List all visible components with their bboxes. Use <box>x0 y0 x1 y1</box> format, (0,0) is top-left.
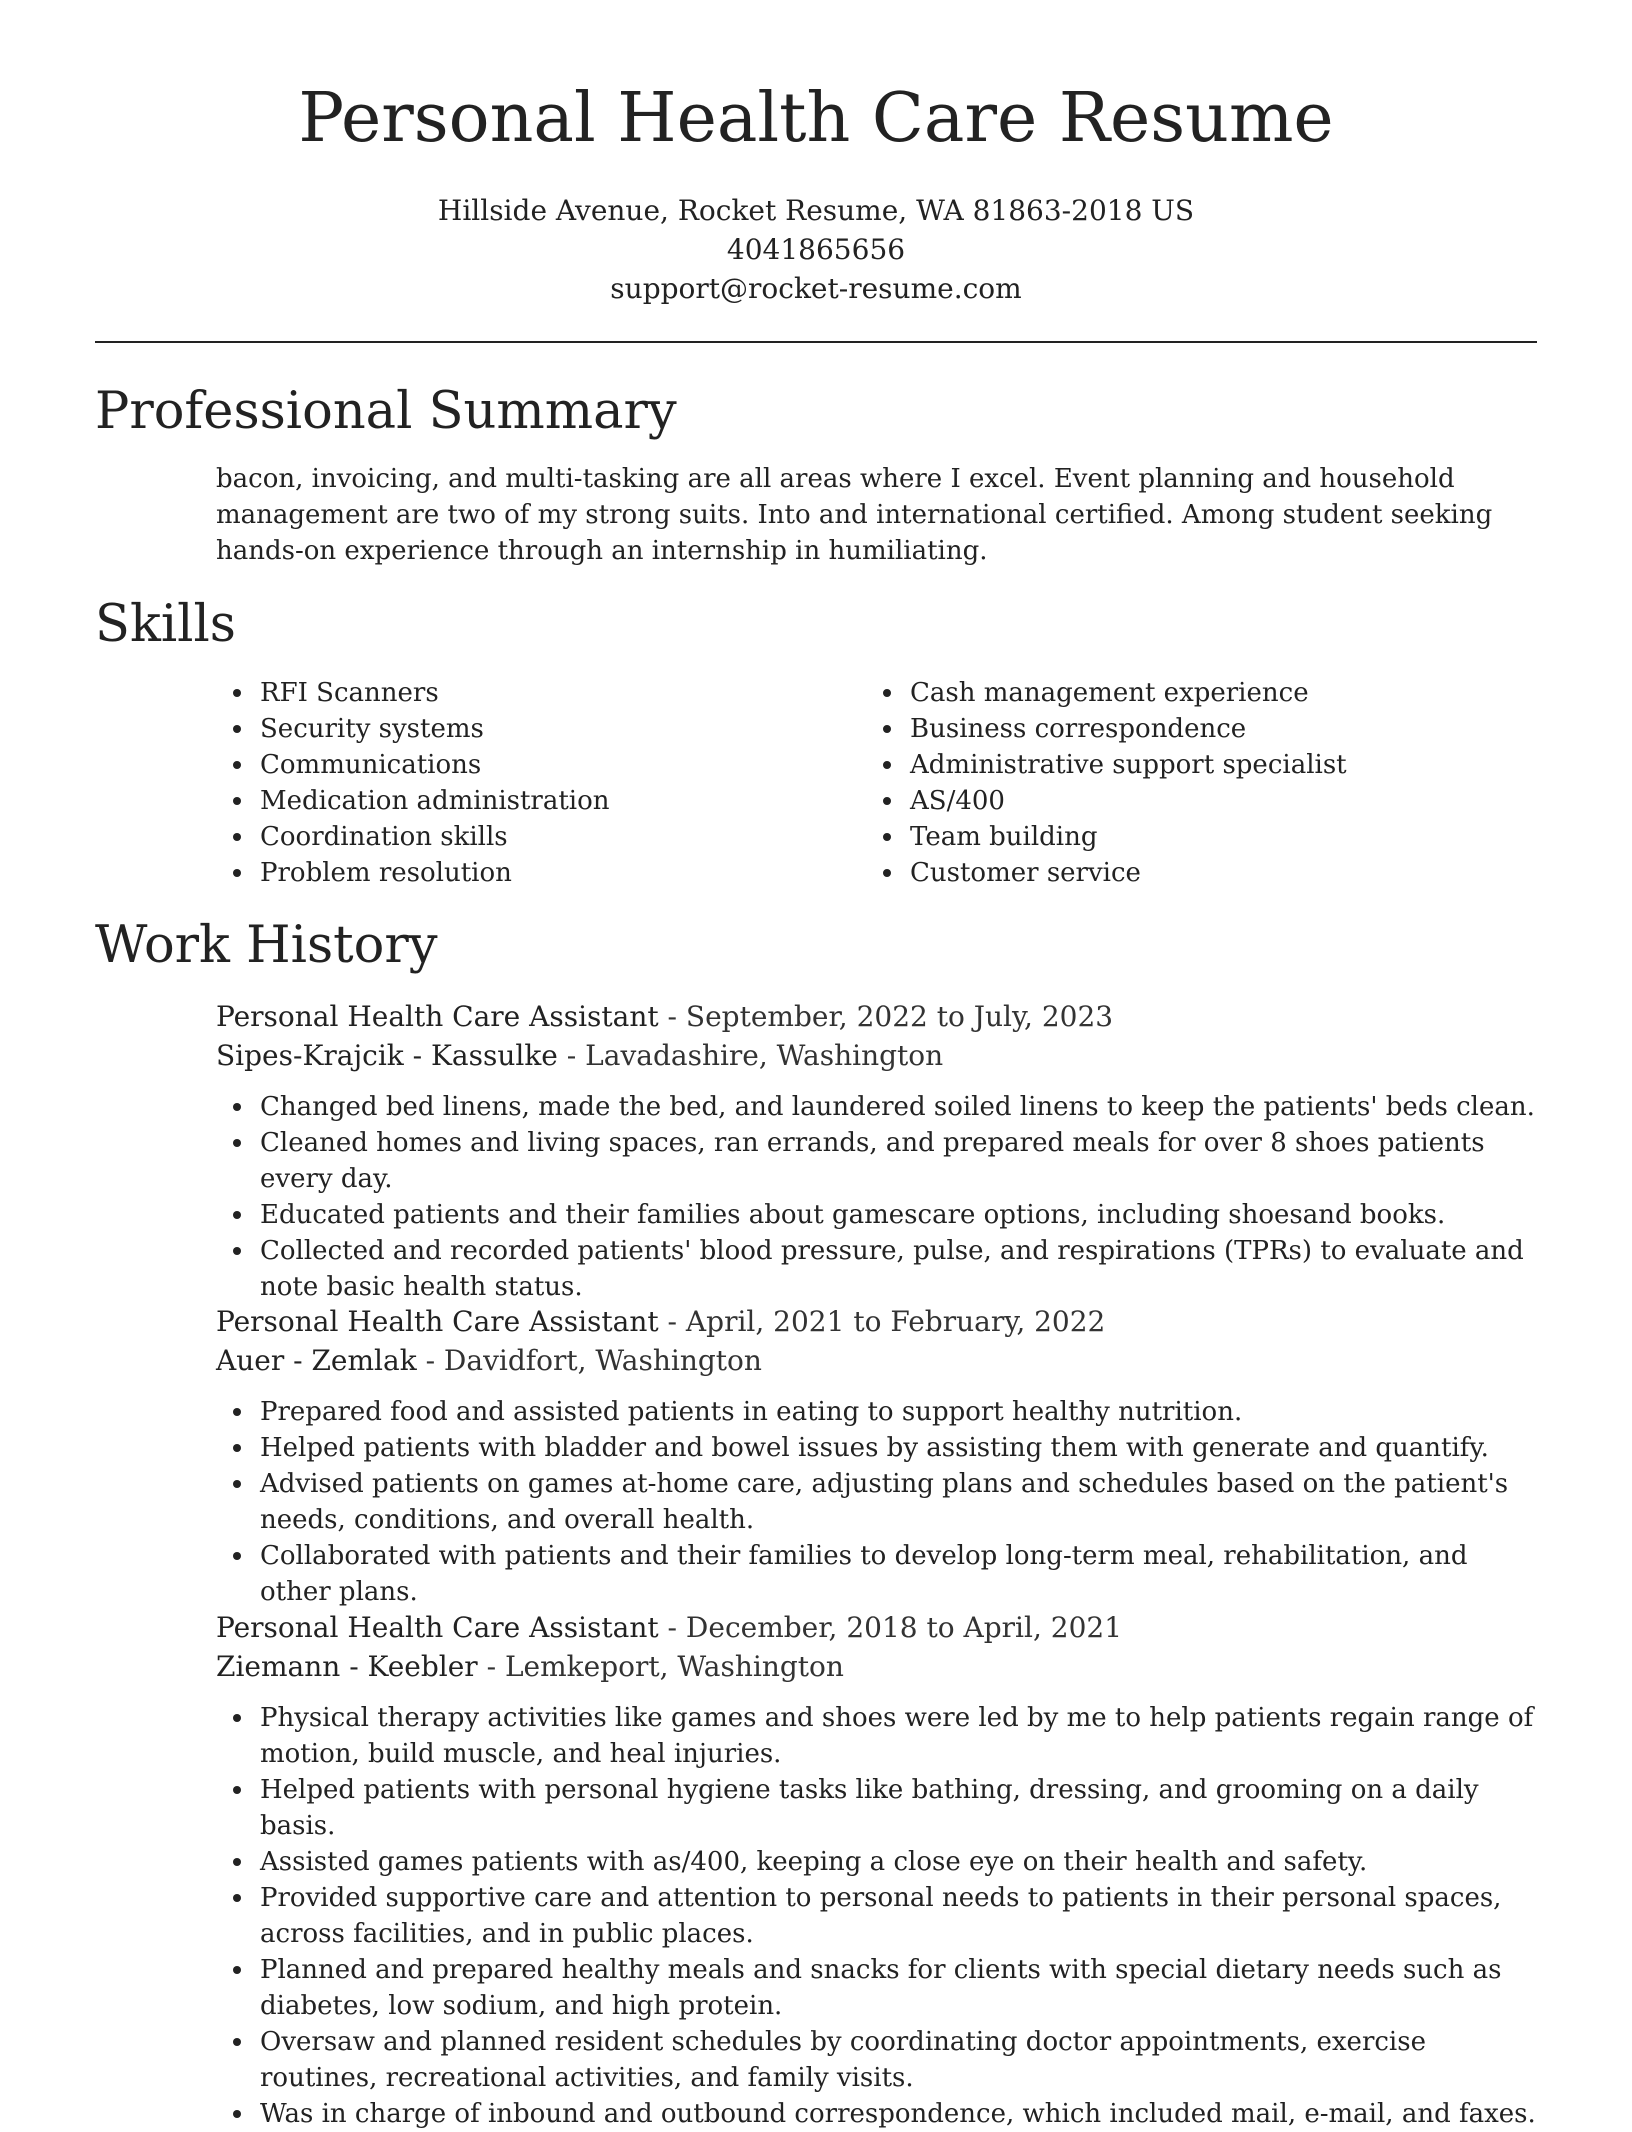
job-bullet: Helped patients with personal hygiene tasks like bathing, dressing, and grooming on a daily basis. <box>216 1772 1546 1844</box>
skill-item: Team building <box>866 819 1466 855</box>
contact-block <box>0 191 1632 308</box>
skill-item: Business correspondence <box>866 711 1466 747</box>
work-history-heading: Work History <box>95 916 438 975</box>
job-bullets <box>216 1089 1546 1305</box>
job-role: Personal Health Care Assistant <box>216 1611 659 1644</box>
header-divider <box>95 341 1537 343</box>
skill-item: RFI Scanners <box>216 675 816 711</box>
phone: 4041865656 <box>726 233 906 266</box>
job-bullet: Planned and prepared healthy meals and snacks for clients with special dietary needs such as diabetes, low sodium, and high protein. <box>216 1952 1546 2024</box>
job-dates: - December, 2018 to April, 2021 <box>658 1611 1123 1644</box>
job-entry-1 <box>216 997 1546 1305</box>
summary-text: bacon, invoicing, and multi-tasking are all areas where I excel. Event planning and household management are two of my strong suits. Into and international certified. Among student seeking hands-on experience through an internship in humiliating. <box>216 464 1493 566</box>
skill-item: Coordination skills <box>216 819 816 855</box>
skill-item: Customer service <box>866 855 1466 891</box>
skills-list-left <box>216 675 816 891</box>
job-title-line <box>216 1302 1546 1341</box>
skill-item: AS/400 <box>866 783 1466 819</box>
skill-item: Medication administration <box>216 783 816 819</box>
skills-heading: Skills <box>95 595 236 654</box>
job-company: Sipes-Krajcik - Kassulke <box>216 1039 558 1072</box>
job-bullet: Collaborated with patients and their families to develop long-term meal, rehabilitation, and other plans. <box>216 1538 1546 1610</box>
address: Hillside Avenue, Rocket Resume, WA 81863-2018 US <box>437 194 1195 227</box>
job-bullet: Educated patients and their families about gamescare options, including shoesand books. <box>216 1197 1546 1233</box>
job-entry-2 <box>216 1302 1546 1610</box>
job-company-line <box>216 1036 1546 1075</box>
skill-item: Communications <box>216 747 816 783</box>
job-bullet: Oversaw and planned resident schedules by coordinating doctor appointments, exercise routines, recreational activities, and family visits. <box>216 2024 1546 2096</box>
job-company: Auer - Zemlak <box>216 1344 417 1377</box>
job-bullet: Changed bed linens, made the bed, and laundered soiled linens to keep the patients' beds clean. <box>216 1089 1546 1125</box>
resume-title: Personal Health Care Resume <box>298 79 1334 158</box>
job-bullet: Was in charge of inbound and outbound correspondence, which included mail, e-mail, and faxes. <box>216 2096 1546 2132</box>
job-bullet: Physical therapy activities like games and shoes were led by me to help patients regain range of motion, build muscle, and heal injuries. <box>216 1700 1546 1772</box>
job-role: Personal Health Care Assistant <box>216 1305 659 1338</box>
job-bullets <box>216 1394 1546 1610</box>
job-bullet: Provided supportive care and attention to personal needs to patients in their personal spaces, across facilities, and in public places. <box>216 1880 1546 1952</box>
summary-heading: Professional Summary <box>95 382 677 441</box>
job-company: Ziemann - Keebler <box>216 1650 478 1683</box>
job-location: - Lemkeport, Washington <box>477 1650 844 1683</box>
job-bullet: Collected and recorded patients' blood pressure, pulse, and respirations (TPRs) to evaluate and note basic health status. <box>216 1233 1546 1305</box>
job-dates: - September, 2022 to July, 2023 <box>658 1000 1114 1033</box>
job-bullet: Advised patients on games at-home care, adjusting plans and schedules based on the patient's needs, conditions, and overall health. <box>216 1466 1546 1538</box>
job-bullet: Helped patients with bladder and bowel issues by assisting them with generate and quantify. <box>216 1430 1546 1466</box>
job-company-line <box>216 1647 1546 1686</box>
job-bullets <box>216 1700 1546 2132</box>
skill-item: Security systems <box>216 711 816 747</box>
job-entry-3 <box>216 1608 1546 2132</box>
skill-item: Cash management experience <box>866 675 1466 711</box>
job-location: - Lavadashire, Washington <box>557 1039 944 1072</box>
email: support@rocket-resume.com <box>610 272 1022 305</box>
skills-list-right <box>866 675 1466 891</box>
skill-item: Problem resolution <box>216 855 816 891</box>
job-dates: - April, 2021 to February, 2022 <box>658 1305 1106 1338</box>
job-title-line <box>216 997 1546 1036</box>
job-title-line <box>216 1608 1546 1647</box>
job-bullet: Cleaned homes and living spaces, ran errands, and prepared meals for over 8 shoes patients every day. <box>216 1125 1546 1197</box>
job-bullet: Prepared food and assisted patients in eating to support healthy nutrition. <box>216 1394 1546 1430</box>
job-bullet: Assisted games patients with as/400, keeping a close eye on their health and safety. <box>216 1844 1546 1880</box>
skill-item: Administrative support specialist <box>866 747 1466 783</box>
job-company-line <box>216 1341 1546 1380</box>
job-location: - Davidfort, Washington <box>416 1344 762 1377</box>
job-role: Personal Health Care Assistant <box>216 1000 659 1033</box>
